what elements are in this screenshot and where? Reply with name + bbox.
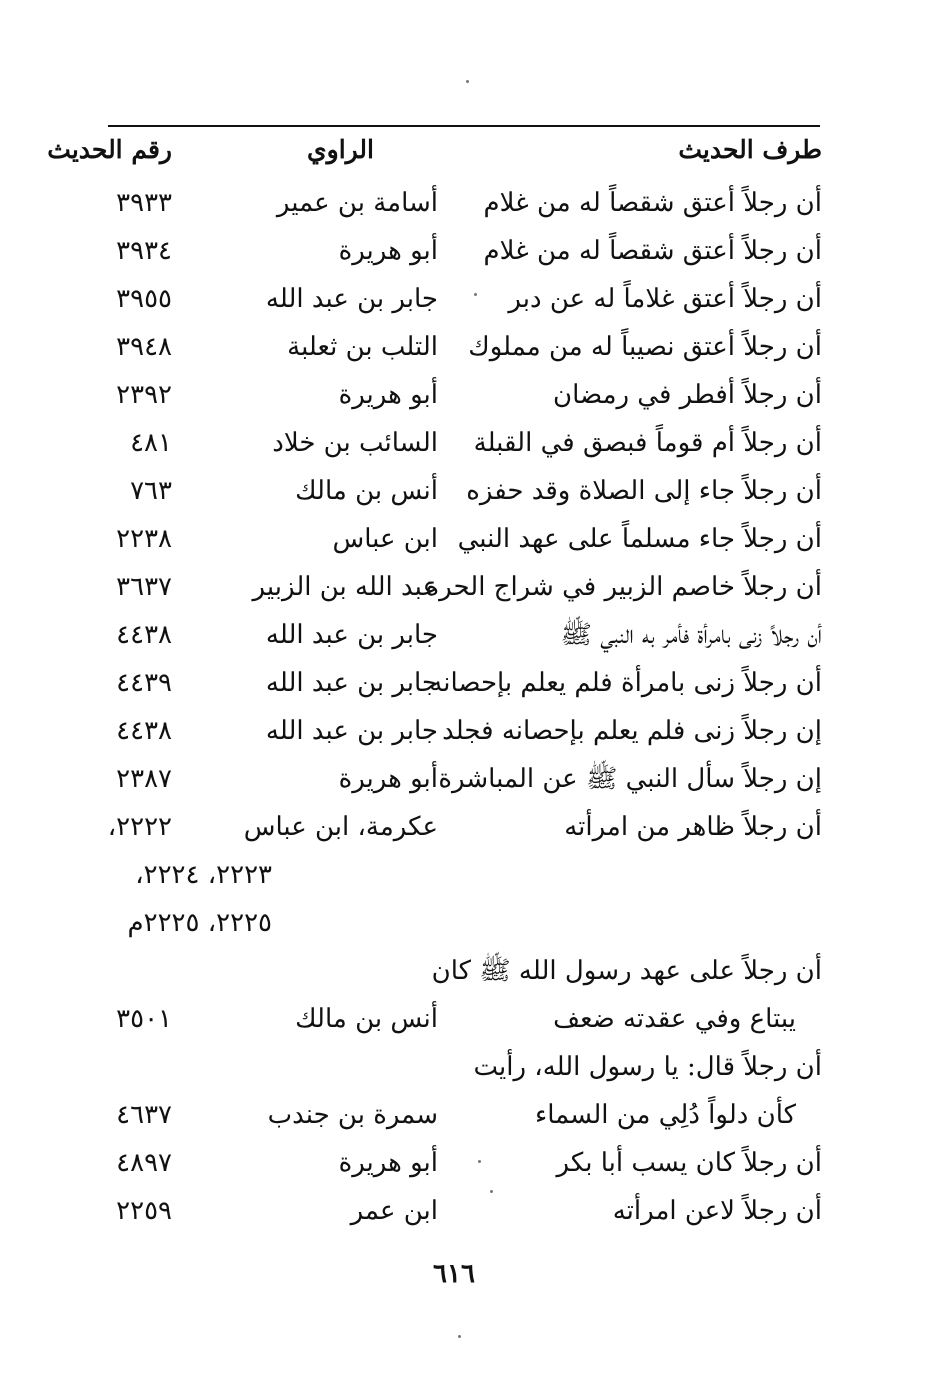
page-number: ٦١٦ xyxy=(433,1259,475,1289)
narrator: أنس بن مالك xyxy=(295,476,438,506)
hadith-text: أن رجلاً أعتق شقصاً له من غلام xyxy=(483,236,822,266)
hadith-text: أن رجلاً زنى بامرأة فلم يعلم بإحصانه xyxy=(429,668,822,698)
narrator: سمرة بن جندب xyxy=(267,1100,438,1130)
narrator: التلب بن ثعلبة xyxy=(287,332,438,362)
narrator: أبو هريرة xyxy=(338,380,438,410)
hadith-text: أن رجلاً أم قوماً فبصق في القبلة xyxy=(473,428,822,458)
hadith-number: ٣٩٥٥ xyxy=(116,284,172,314)
narrator: جابر بن عبد الله xyxy=(265,716,438,746)
hadith-text: أن رجلاً زنى بامرأة فأمر به النبي ﷺ xyxy=(560,620,822,650)
hadith-number: ٢٢٢٥، ٢٢٢٥م xyxy=(127,908,272,938)
hadith-number: ٢٢٢٢، xyxy=(107,812,172,842)
narrator: ابن عباس xyxy=(332,524,438,554)
hadith-text: أن رجلاً أعتق غلاماً له عن دبر xyxy=(508,284,822,314)
hadith-text: أن رجلاً أفطر في رمضان xyxy=(553,380,822,410)
hadith-text: إن رجلاً سأل النبي ﷺ عن المباشرة xyxy=(438,764,822,794)
hadith-number: ٣٥٠١ xyxy=(116,1004,172,1034)
hadith-number: ٢٢٣٨ xyxy=(116,524,172,554)
scan-speck xyxy=(490,1190,493,1193)
hadith-text: كأن دلواً دُلِي من السماء xyxy=(534,1100,796,1130)
narrator: جابر بن عبد الله xyxy=(265,284,438,314)
narrator: جابر بن عبد الله xyxy=(265,620,438,650)
hadith-number: ٧٦٣ xyxy=(130,476,172,506)
hadith-text: أن رجلاً قال: يا رسول الله، رأيت xyxy=(473,1052,822,1082)
header-hadith-number: رقم الحديث xyxy=(47,135,172,164)
scan-speck xyxy=(466,80,469,83)
hadith-number: ٣٩٣٤ xyxy=(116,236,172,266)
narrator: أبو هريرة xyxy=(338,764,438,794)
narrator: أنس بن مالك xyxy=(295,1004,438,1034)
hadith-number: ٣٩٣٣ xyxy=(116,188,172,218)
scan-speck xyxy=(478,1160,481,1163)
hadith-text: أن رجلاً جاء إلى الصلاة وقد حفزه xyxy=(466,476,822,506)
scan-speck xyxy=(458,1335,461,1338)
hadith-text: أن رجلاً أعتق نصيباً له من مملوك xyxy=(468,332,822,362)
hadith-number: ٣٦٣٧ xyxy=(116,572,172,602)
hadith-text: أن رجلاً كان يسب أبا بكر xyxy=(556,1148,822,1178)
hadith-number: ٤٨١ xyxy=(130,428,172,458)
narrator: عكرمة، ابن عباس xyxy=(243,812,438,842)
narrator: أسامة بن عمير xyxy=(276,188,438,218)
hadith-number: ٤٤٣٩ xyxy=(116,668,172,698)
hadith-number: ٢٣٨٧ xyxy=(116,764,172,794)
narrator: جابر بن عبد الله xyxy=(265,668,438,698)
hadith-text: إن رجلاً زنى فلم يعلم بإحصانه فجلد xyxy=(442,716,822,746)
hadith-text: أن رجلاً لاعن امرأته xyxy=(612,1196,822,1226)
hadith-number: ٣٩٤٨ xyxy=(116,332,172,362)
hadith-number: ٤٨٩٧ xyxy=(116,1148,172,1178)
hadith-text: يبتاع وفي عقدته ضعف xyxy=(553,1004,796,1034)
hadith-number: ٢٣٩٢ xyxy=(116,380,172,410)
hadith-text: أن رجلاً جاء مسلماً على عهد النبي xyxy=(457,524,822,554)
narrator: عبد الله بن الزبير xyxy=(252,572,438,602)
hadith-number: ٤٦٣٧ xyxy=(116,1100,172,1130)
hadith-text: أن رجلاً أعتق شقصاً له من غلام xyxy=(483,188,822,218)
narrator: أبو هريرة xyxy=(338,1148,438,1178)
hadith-number: ٢٢٢٣، ٢٢٢٤، xyxy=(135,860,272,890)
header-narrator: الراوي xyxy=(307,135,374,164)
header-rule xyxy=(108,125,820,127)
hadith-number: ٤٤٣٨ xyxy=(116,716,172,746)
narrator: أبو هريرة xyxy=(338,236,438,266)
header-hadith-text: طرف الحديث xyxy=(678,135,822,164)
hadith-number: ٢٢٥٩ xyxy=(116,1196,172,1226)
hadith-text: أن رجلاً ظاهر من امرأته xyxy=(564,812,822,842)
hadith-text: أن رجلاً خاصم الزبير في شراج الحرة xyxy=(425,572,822,602)
narrator: السائب بن خلاد xyxy=(272,428,438,458)
narrator: ابن عمر xyxy=(350,1196,438,1226)
hadith-number: ٤٤٣٨ xyxy=(116,620,172,650)
scan-speck xyxy=(474,293,477,296)
hadith-text: أن رجلاً على عهد رسول الله ﷺ كان xyxy=(431,956,822,986)
